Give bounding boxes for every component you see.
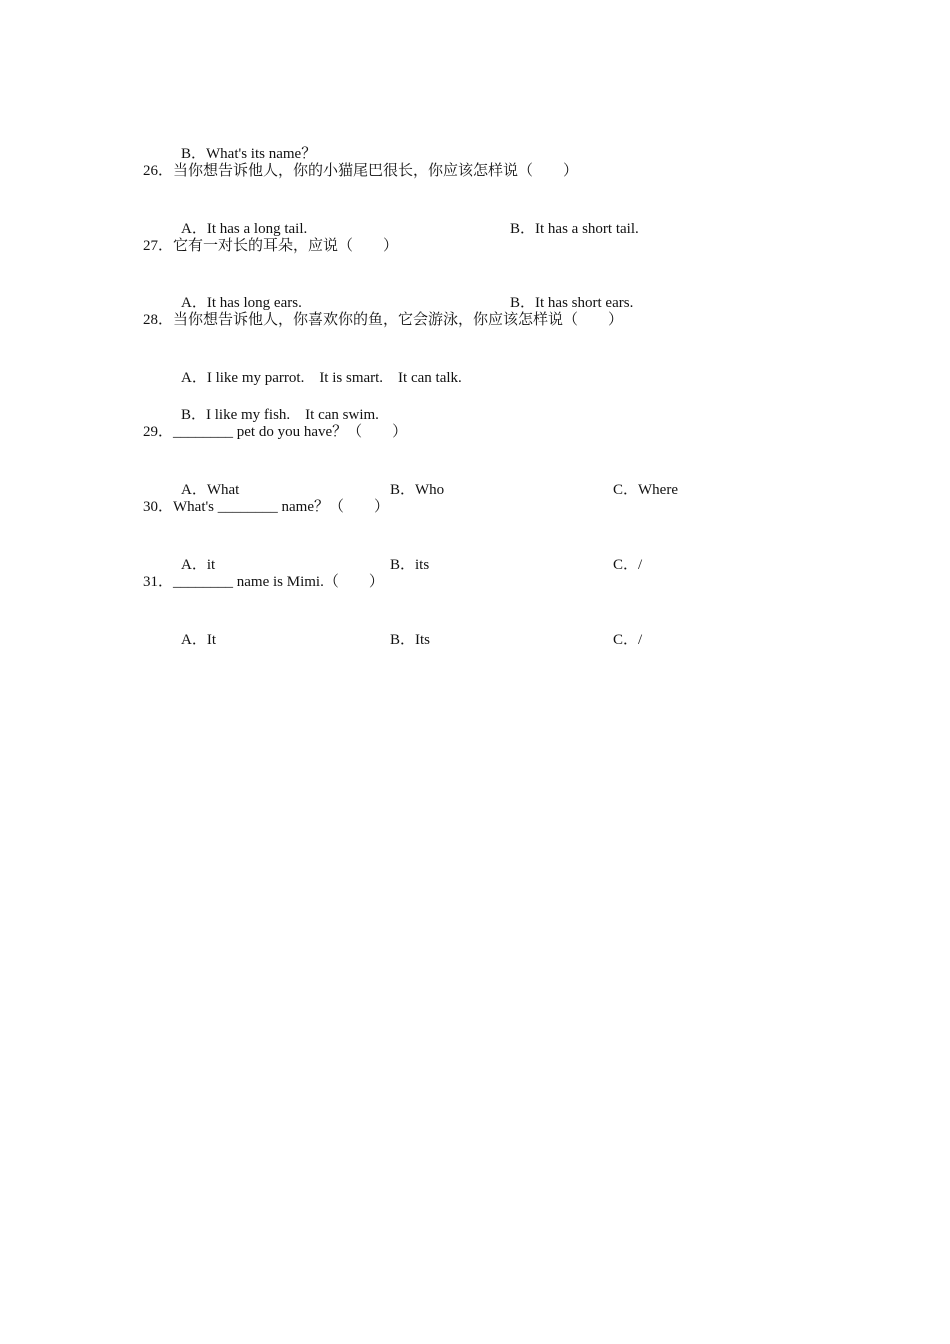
- option-letter: A．: [181, 221, 207, 237]
- option-text: It: [206, 632, 217, 648]
- option-letter: B．: [390, 557, 416, 573]
- option-letter: B．: [510, 221, 536, 237]
- question-28-stem: 28．当你想告诉他人，你喜欢你的鱼，它会游泳，你应该怎样说（ ）: [143, 312, 624, 328]
- option-letter: B．: [181, 407, 207, 423]
- option-text: It has a long tail.: [206, 221, 308, 237]
- option-letter: B．: [510, 295, 536, 311]
- question-29-option-a: [166, 460, 240, 498]
- option-letter: B．: [390, 632, 416, 648]
- option-b-carryover: [166, 124, 317, 162]
- option-text: It has a short tail.: [535, 221, 639, 237]
- question-28-option-b: [166, 385, 379, 423]
- option-text: I like my parrot. It is smart. It can talk.: [206, 370, 462, 386]
- option-letter: C．: [613, 557, 639, 573]
- option-text: I like my fish. It can swim.: [206, 407, 379, 423]
- option-text: It has short ears.: [535, 295, 634, 311]
- question-30-option-b: [375, 535, 430, 573]
- option-letter: A．: [181, 370, 207, 386]
- option-text: it: [206, 557, 216, 573]
- question-26-option-b: [495, 199, 639, 237]
- option-letter: C．: [613, 482, 639, 498]
- option-text: What: [206, 482, 240, 498]
- option-text: Who: [415, 482, 445, 498]
- option-letter: C．: [613, 632, 639, 648]
- option-text: Where: [638, 482, 678, 498]
- option-letter: B．: [390, 482, 416, 498]
- option-letter: A．: [181, 632, 207, 648]
- option-letter: A．: [181, 557, 207, 573]
- option-text: /: [638, 557, 643, 573]
- question-30-option-a: [166, 535, 216, 573]
- question-31-option-c: [598, 610, 643, 648]
- question-30-stem: 30．What's ________ name？（ ）: [143, 499, 390, 515]
- option-letter: A．: [181, 295, 207, 311]
- question-29-option-b: [375, 460, 445, 498]
- option-text: It has long ears.: [206, 295, 302, 311]
- question-27-option-b: [495, 273, 634, 311]
- option-letter: A．: [181, 482, 207, 498]
- question-31-option-a: [166, 610, 217, 648]
- option-text: Its: [415, 632, 431, 648]
- question-26-stem: 26．当你想告诉他人，你的小猫尾巴很长，你应该怎样说（ ）: [143, 163, 579, 179]
- option-text: its: [415, 557, 430, 573]
- option-letter: B．: [181, 146, 207, 162]
- question-29-option-c: [598, 460, 678, 498]
- option-text: What's its name？: [206, 146, 317, 162]
- option-text: /: [638, 632, 643, 648]
- question-29-stem: 29．________ pet do you have？（ ）: [143, 424, 408, 440]
- question-31-option-b: [375, 610, 431, 648]
- question-28-option-a: [166, 348, 462, 386]
- question-27-option-a: [166, 273, 302, 311]
- question-31-stem: 31．________ name is Mimi.（ ）: [143, 574, 384, 590]
- question-30-option-c: [598, 535, 643, 573]
- question-27-stem: 27．它有一对长的耳朵，应说（ ）: [143, 238, 399, 254]
- question-26-option-a: [166, 199, 308, 237]
